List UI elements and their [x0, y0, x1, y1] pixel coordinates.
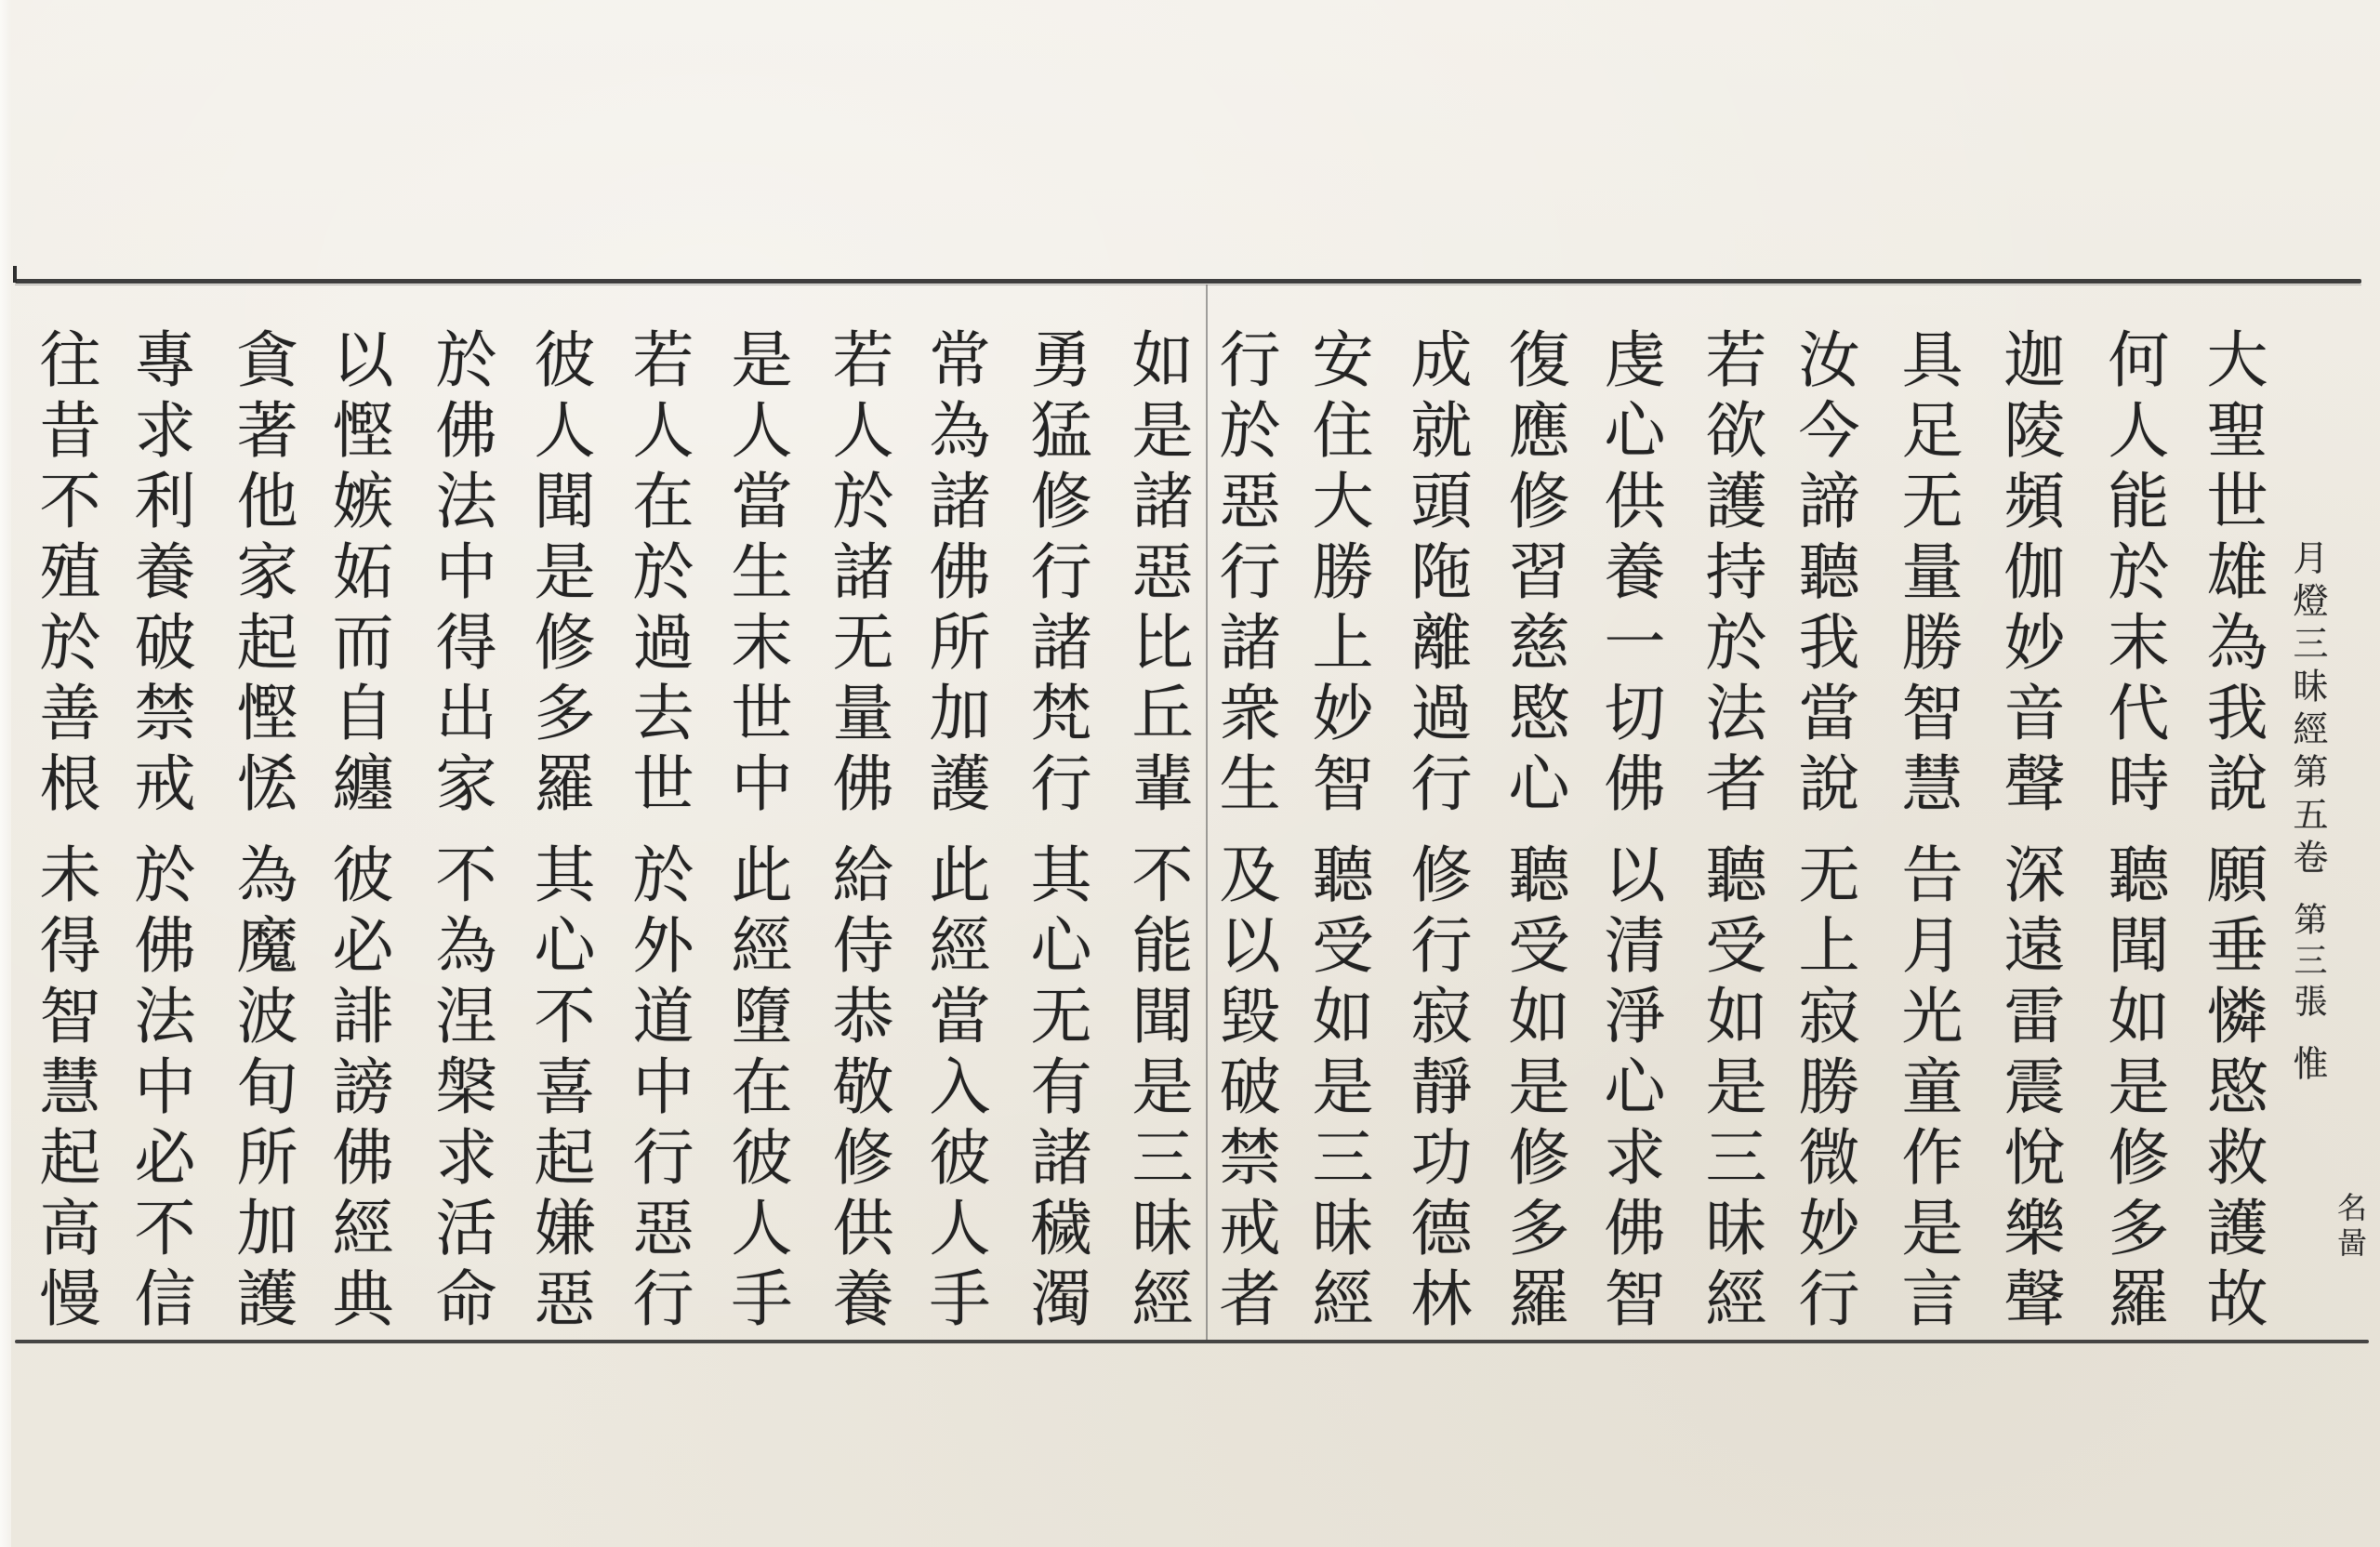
text-column-2	[2096, 0, 2170, 1547]
text-column-8	[1496, 0, 1570, 1547]
verse-upper-half: 若人在於過去世	[622, 327, 694, 822]
text-column-21	[224, 0, 298, 1547]
sheet-number: 第三張	[2289, 902, 2327, 1025]
text-column-23	[27, 0, 101, 1547]
text-column-16	[719, 0, 793, 1547]
text-column-4	[1889, 0, 1964, 1547]
verse-upper-half: 是人當生末世中	[721, 327, 792, 822]
verse-lower-half: 願垂憐愍救護故	[2196, 842, 2268, 1337]
verse-lower-half: 聽受如是修多羅	[1498, 842, 1569, 1337]
text-column-3	[1991, 0, 2066, 1547]
verse-upper-half: 汝今諦聽我當說	[1788, 327, 1859, 822]
verse-upper-half: 虔心供養一切佛	[1593, 327, 1665, 822]
verse-upper-half: 迦陵頻伽妙音聲	[1993, 327, 2065, 822]
verse-upper-half: 專求利養破禁戒	[124, 327, 195, 822]
text-column-14	[917, 0, 991, 1547]
verse-upper-half: 如是諸惡比丘輩	[1121, 327, 1193, 822]
verse-upper-half: 常為諸佛所加護	[919, 327, 990, 822]
text-column-18	[522, 0, 596, 1547]
text-column-7	[1592, 0, 1666, 1547]
text-column-10	[1300, 0, 1374, 1547]
verse-lower-half: 為魔波旬所加護	[226, 842, 298, 1337]
verse-lower-half: 其心不喜起嫌惡	[523, 842, 595, 1337]
verse-lower-half: 不為涅槃求活命	[425, 842, 496, 1337]
verse-lower-half: 未得智慧起高慢	[29, 842, 100, 1337]
verse-lower-half: 彼必誹謗佛經典	[322, 842, 393, 1337]
verse-lower-half: 聽受如是三昧經	[1695, 842, 1766, 1337]
verse-upper-half: 勇猛修行諸梵行	[1020, 327, 1091, 822]
text-column-17	[620, 0, 694, 1547]
text-column-5	[1786, 0, 1860, 1547]
verse-upper-half: 行於惡行諸衆生	[1209, 327, 1280, 822]
verse-lower-half: 聽受如是三昧經	[1302, 842, 1373, 1337]
verse-upper-half: 若欲護持於法者	[1695, 327, 1766, 822]
verse-lower-half: 深遠雷震悅樂聲	[1993, 842, 2065, 1337]
text-column-13	[1018, 0, 1092, 1547]
verse-lower-half: 給侍恭敬修供養	[822, 842, 893, 1337]
scan-edge	[0, 0, 11, 1547]
verse-upper-half: 往昔不殖於善根	[29, 327, 100, 822]
verse-lower-half: 以清淨心求佛智	[1593, 842, 1665, 1337]
verse-upper-half: 於佛法中得出家	[425, 327, 496, 822]
verse-lower-half: 其心无有諸穢濁	[1020, 842, 1091, 1337]
verse-upper-half: 大聖世雄為我說	[2196, 327, 2268, 822]
verse-upper-half: 安住大勝上妙智	[1302, 327, 1373, 822]
text-column-1	[2194, 0, 2268, 1547]
text-column-12	[1119, 0, 1194, 1547]
verse-upper-half: 彼人聞是修多羅	[523, 327, 595, 822]
margin-character: 惟	[2287, 1045, 2328, 1080]
verse-lower-half: 此經當入彼人手	[919, 842, 990, 1337]
text-column-22	[122, 0, 196, 1547]
verse-upper-half: 貪著他家起慳恡	[226, 327, 298, 822]
verse-lower-half: 告月光童作是言	[1891, 842, 1963, 1337]
verse-upper-half: 復應修習慈愍心	[1498, 327, 1569, 822]
verse-lower-half: 於佛法中必不信	[124, 842, 195, 1337]
text-column-15	[820, 0, 894, 1547]
verse-upper-half: 以慳嫉妬而自纏	[322, 327, 393, 822]
carver-mark: 名啚	[2333, 1192, 2368, 1263]
verse-upper-half: 若人於諸无量佛	[822, 327, 893, 822]
text-column-20	[320, 0, 394, 1547]
verse-lower-half: 及以毀破禁戒者	[1209, 842, 1280, 1337]
verse-lower-half: 修行寂靜功德林	[1400, 842, 1472, 1337]
text-column-11	[1207, 0, 1281, 1547]
verse-upper-half: 具足无量勝智慧	[1891, 327, 1963, 822]
margin-title: 月燈三昧經第五卷	[2287, 539, 2328, 881]
text-column-6	[1693, 0, 1767, 1547]
verse-upper-half: 成就頭陁離過行	[1400, 327, 1472, 822]
verse-lower-half: 於外道中行惡行	[622, 842, 694, 1337]
text-column-19	[423, 0, 497, 1547]
text-column-9	[1398, 0, 1473, 1547]
verse-lower-half: 聽聞如是修多羅	[2097, 842, 2169, 1337]
verse-lower-half: 此經墮在彼人手	[721, 842, 792, 1337]
verse-lower-half: 不能聞是三昧經	[1121, 842, 1193, 1337]
verse-upper-half: 何人能於末代時	[2097, 327, 2169, 822]
verse-lower-half: 无上寂勝微妙行	[1788, 842, 1859, 1337]
